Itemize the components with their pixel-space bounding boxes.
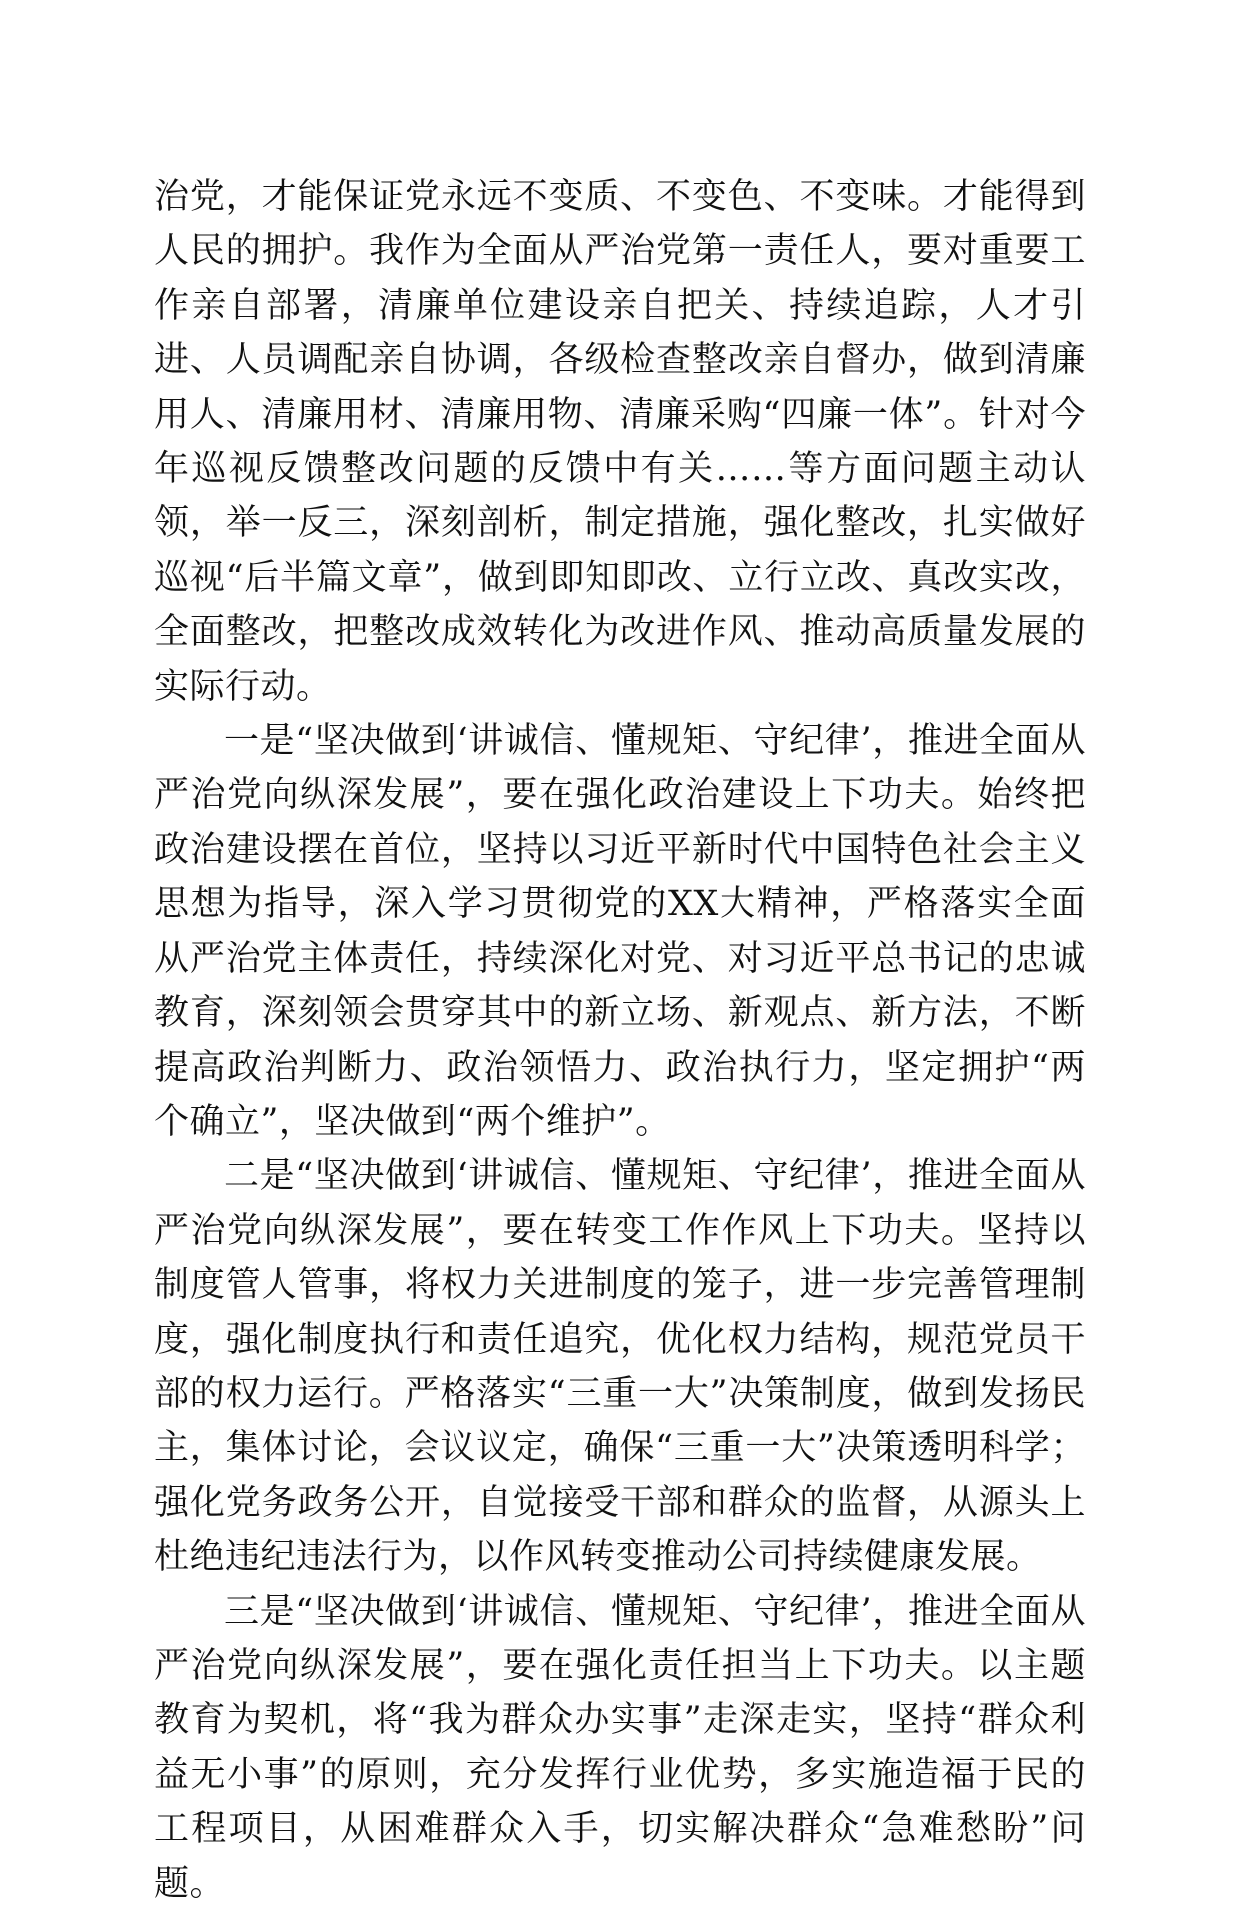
paragraph-point-one: 一是“坚决做到‘讲诚信、懂规矩、守纪律’，推进全面从严治党向纵深发展”，要在强化政治建设上下功夫。始终把政治建设摆在首位，坚持以习近平新时代中国特色社会主义思想为指导，深入学习贯彻党的XX大精神，严格落实全面从严治党主体责任，持续深化对党、对习近平总书记的忠诚教育，深刻领会贯穿其中的新立场、新观点、新方法，不断提高政治判断力、政治领悟力、政治执行力，坚定拥护“两个确立”，坚决做到“两个维护”。 xyxy=(154,721,1086,1142)
paragraph-point-three: 三是“坚决做到‘讲诚信、懂规矩、守纪律’，推进全面从严治党向纵深发展”，要在强化责任担当上下功夫。以主题教育为契机，将“我为群众办实事”走深走实，坚持“群众利益无小事”的原则，充分发挥行业优势，多实施造福于民的工程项目，从困难群众入手，切实解决群众“急难愁盼”问题。 xyxy=(154,1591,1086,1904)
document-body xyxy=(154,170,1086,1911)
paragraph-point-two: 二是“坚决做到‘讲诚信、懂规矩、守纪律’，推进全面从严治党向纵深发展”，要在转变工作作风上下功夫。坚持以制度管人管事，将权力关进制度的笼子，进一步完善管理制度，强化制度执行和责任追究，优化权力结构，规范党员干部的权力运行。严格落实“三重一大”决策制度，做到发扬民主，集体讨论，会议议定，确保“三重一大”决策透明科学；强化党务政务公开，自觉接受干部和群众的监督，从源头上杜绝违纪违法行为，以作风转变推动公司持续健康发展。 xyxy=(154,1156,1086,1578)
paragraph-continuation: 治党，才能保证党永远不变质、不变色、不变味。才能得到人民的拥护。我作为全面从严治党第一责任人，要对重要工作亲自部署，清廉单位建设亲自把关、持续追踪，人才引进、人员调配亲自协调，各级检查整改亲自督办，做到清廉用人、清廉用材、清廉用物、清廉采购“四廉一体”。针对今年巡视反馈整改问题的反馈中有关……等方面问题主动认领，举一反三，深刻剖析，制定措施，强化整改，扎实做好巡视“后半篇文章”，做到即知即改、立行立改、真改实改，全面整改，把整改成效转化为改进作风、推动高质量发展的实际行动。 xyxy=(154,177,1086,707)
